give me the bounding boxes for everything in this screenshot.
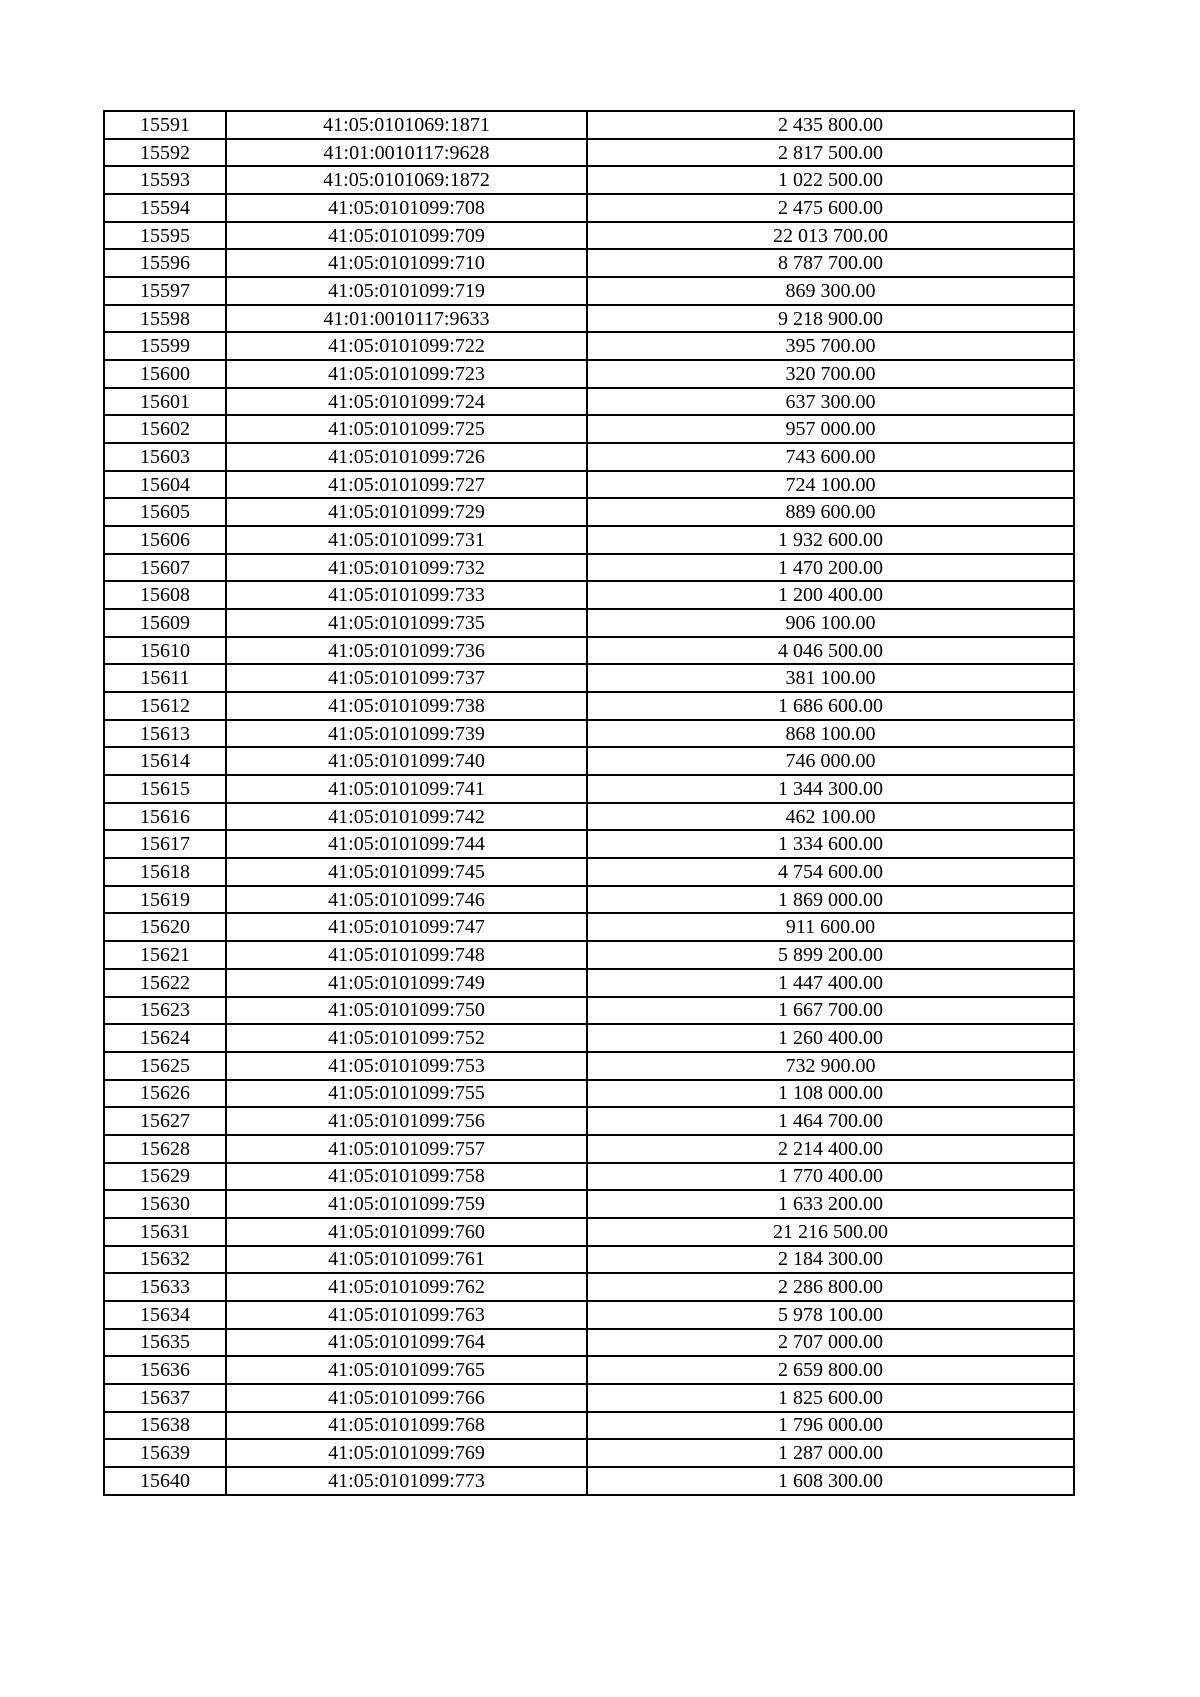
cadastral-number-cell: 41:05:0101099:766 xyxy=(226,1384,587,1412)
cadastral-value-cell: 1 022 500.00 xyxy=(587,166,1074,194)
cadastral-value-cell: 2 286 800.00 xyxy=(587,1273,1074,1301)
row-number-cell: 15604 xyxy=(104,471,226,499)
row-number-cell: 15635 xyxy=(104,1329,226,1357)
cadastral-value-cell: 2 214 400.00 xyxy=(587,1135,1074,1163)
row-number-cell: 15637 xyxy=(104,1384,226,1412)
cadastral-number-cell: 41:05:0101069:1872 xyxy=(226,166,587,194)
row-number-cell: 15618 xyxy=(104,858,226,886)
cadastral-number-cell: 41:05:0101099:750 xyxy=(226,997,587,1025)
table-row xyxy=(104,969,1074,997)
cadastral-value-cell: 746 000.00 xyxy=(587,747,1074,775)
row-number-cell: 15630 xyxy=(104,1190,226,1218)
row-number-cell: 15595 xyxy=(104,222,226,250)
cadastral-value-cell: 2 707 000.00 xyxy=(587,1329,1074,1357)
row-number-cell: 15594 xyxy=(104,194,226,222)
row-number-cell: 15613 xyxy=(104,720,226,748)
cadastral-number-cell: 41:05:0101099:742 xyxy=(226,803,587,831)
cadastral-value-cell: 911 600.00 xyxy=(587,913,1074,941)
row-number-cell: 15640 xyxy=(104,1467,226,1495)
row-number-cell: 15599 xyxy=(104,332,226,360)
table-row xyxy=(104,803,1074,831)
table-row xyxy=(104,166,1074,194)
table-row xyxy=(104,222,1074,250)
table-row xyxy=(104,415,1074,443)
cadastral-number-cell: 41:05:0101099:723 xyxy=(226,360,587,388)
cadastral-number-cell: 41:05:0101099:709 xyxy=(226,222,587,250)
cadastral-number-cell: 41:05:0101099:749 xyxy=(226,969,587,997)
table-row xyxy=(104,1439,1074,1467)
row-number-cell: 15626 xyxy=(104,1080,226,1108)
row-number-cell: 15621 xyxy=(104,941,226,969)
row-number-cell: 15591 xyxy=(104,111,226,139)
cadastral-value-cell: 2 817 500.00 xyxy=(587,139,1074,167)
cadastral-number-cell: 41:05:0101099:755 xyxy=(226,1080,587,1108)
table-row xyxy=(104,139,1074,167)
cadastral-value-cell: 1 344 300.00 xyxy=(587,775,1074,803)
cadastral-value-cell: 1 287 000.00 xyxy=(587,1439,1074,1467)
cadastral-number-cell: 41:05:0101099:732 xyxy=(226,554,587,582)
table-row xyxy=(104,249,1074,277)
row-number-cell: 15627 xyxy=(104,1107,226,1135)
cadastral-number-cell: 41:05:0101099:756 xyxy=(226,1107,587,1135)
cadastral-number-cell: 41:05:0101099:719 xyxy=(226,277,587,305)
table-row xyxy=(104,388,1074,416)
row-number-cell: 15605 xyxy=(104,498,226,526)
table-row xyxy=(104,775,1074,803)
row-number-cell: 15638 xyxy=(104,1412,226,1440)
cadastral-number-cell: 41:05:0101099:764 xyxy=(226,1329,587,1357)
table-row xyxy=(104,1329,1074,1357)
cadastral-value-cell: 1 869 000.00 xyxy=(587,886,1074,914)
cadastral-number-cell: 41:05:0101099:759 xyxy=(226,1190,587,1218)
row-number-cell: 15603 xyxy=(104,443,226,471)
cadastral-value-cell: 1 108 000.00 xyxy=(587,1080,1074,1108)
cadastral-value-cell: 2 184 300.00 xyxy=(587,1246,1074,1274)
cadastral-number-cell: 41:05:0101099:757 xyxy=(226,1135,587,1163)
table-row xyxy=(104,1273,1074,1301)
table-row xyxy=(104,1190,1074,1218)
cadastral-value-cell: 2 659 800.00 xyxy=(587,1356,1074,1384)
cadastral-number-cell: 41:01:0010117:9633 xyxy=(226,305,587,333)
cadastral-number-cell: 41:05:0101099:724 xyxy=(226,388,587,416)
cadastral-value-cell: 395 700.00 xyxy=(587,332,1074,360)
cadastral-number-cell: 41:05:0101099:741 xyxy=(226,775,587,803)
table-row xyxy=(104,747,1074,775)
cadastral-number-cell: 41:05:0101099:740 xyxy=(226,747,587,775)
table-row xyxy=(104,581,1074,609)
cadastral-value-cell: 724 100.00 xyxy=(587,471,1074,499)
row-number-cell: 15631 xyxy=(104,1218,226,1246)
cadastral-number-cell: 41:05:0101099:773 xyxy=(226,1467,587,1495)
table-row xyxy=(104,858,1074,886)
cadastral-number-cell: 41:05:0101099:753 xyxy=(226,1052,587,1080)
table-row xyxy=(104,443,1074,471)
cadastral-value-cell: 22 013 700.00 xyxy=(587,222,1074,250)
table-row xyxy=(104,277,1074,305)
cadastral-number-cell: 41:05:0101069:1871 xyxy=(226,111,587,139)
cadastral-number-cell: 41:05:0101099:748 xyxy=(226,941,587,969)
cadastral-value-cell: 1 334 600.00 xyxy=(587,830,1074,858)
table-row xyxy=(104,720,1074,748)
cadastral-number-cell: 41:05:0101099:733 xyxy=(226,581,587,609)
row-number-cell: 15601 xyxy=(104,388,226,416)
row-number-cell: 15617 xyxy=(104,830,226,858)
cadastral-value-cell: 1 825 600.00 xyxy=(587,1384,1074,1412)
row-number-cell: 15602 xyxy=(104,415,226,443)
cadastral-value-table xyxy=(103,110,1075,1496)
cadastral-value-cell: 1 470 200.00 xyxy=(587,554,1074,582)
cadastral-value-cell: 1 260 400.00 xyxy=(587,1024,1074,1052)
cadastral-number-cell: 41:05:0101099:727 xyxy=(226,471,587,499)
cadastral-number-cell: 41:05:0101099:729 xyxy=(226,498,587,526)
cadastral-number-cell: 41:05:0101099:725 xyxy=(226,415,587,443)
cadastral-number-cell: 41:05:0101099:745 xyxy=(226,858,587,886)
table-row xyxy=(104,332,1074,360)
row-number-cell: 15625 xyxy=(104,1052,226,1080)
row-number-cell: 15614 xyxy=(104,747,226,775)
table-row xyxy=(104,692,1074,720)
cadastral-number-cell: 41:05:0101099:722 xyxy=(226,332,587,360)
table-row xyxy=(104,471,1074,499)
table-row xyxy=(104,194,1074,222)
cadastral-number-cell: 41:05:0101099:737 xyxy=(226,664,587,692)
cadastral-number-cell: 41:05:0101099:747 xyxy=(226,913,587,941)
cadastral-value-cell: 1 447 400.00 xyxy=(587,969,1074,997)
cadastral-number-cell: 41:05:0101099:735 xyxy=(226,609,587,637)
cadastral-number-cell: 41:05:0101099:738 xyxy=(226,692,587,720)
table-row xyxy=(104,1163,1074,1191)
cadastral-number-cell: 41:05:0101099:758 xyxy=(226,1163,587,1191)
cadastral-number-cell: 41:05:0101099:763 xyxy=(226,1301,587,1329)
cadastral-number-cell: 41:05:0101099:726 xyxy=(226,443,587,471)
cadastral-value-cell: 743 600.00 xyxy=(587,443,1074,471)
cadastral-number-cell: 41:05:0101099:761 xyxy=(226,1246,587,1274)
cadastral-value-cell: 868 100.00 xyxy=(587,720,1074,748)
row-number-cell: 15608 xyxy=(104,581,226,609)
cadastral-value-cell: 1 796 000.00 xyxy=(587,1412,1074,1440)
row-number-cell: 15611 xyxy=(104,664,226,692)
row-number-cell: 15634 xyxy=(104,1301,226,1329)
cadastral-value-cell: 5 899 200.00 xyxy=(587,941,1074,969)
cadastral-value-cell: 957 000.00 xyxy=(587,415,1074,443)
row-number-cell: 15606 xyxy=(104,526,226,554)
cadastral-number-cell: 41:05:0101099:739 xyxy=(226,720,587,748)
row-number-cell: 15592 xyxy=(104,139,226,167)
cadastral-value-cell: 869 300.00 xyxy=(587,277,1074,305)
table-row xyxy=(104,941,1074,969)
table-body xyxy=(104,111,1074,1495)
cadastral-number-cell: 41:05:0101099:768 xyxy=(226,1412,587,1440)
row-number-cell: 15607 xyxy=(104,554,226,582)
cadastral-value-cell: 1 633 200.00 xyxy=(587,1190,1074,1218)
row-number-cell: 15619 xyxy=(104,886,226,914)
cadastral-number-cell: 41:05:0101099:752 xyxy=(226,1024,587,1052)
cadastral-number-cell: 41:05:0101099:744 xyxy=(226,830,587,858)
cadastral-number-cell: 41:05:0101099:731 xyxy=(226,526,587,554)
table-row xyxy=(104,111,1074,139)
cadastral-value-cell: 1 464 700.00 xyxy=(587,1107,1074,1135)
table-row xyxy=(104,1107,1074,1135)
table-row xyxy=(104,554,1074,582)
table-row xyxy=(104,1412,1074,1440)
cadastral-number-cell: 41:05:0101099:710 xyxy=(226,249,587,277)
table-row xyxy=(104,997,1074,1025)
cadastral-number-cell: 41:05:0101099:769 xyxy=(226,1439,587,1467)
cadastral-value-cell: 2 435 800.00 xyxy=(587,111,1074,139)
table-row xyxy=(104,498,1074,526)
table-row xyxy=(104,609,1074,637)
row-number-cell: 15622 xyxy=(104,969,226,997)
table-row xyxy=(104,1080,1074,1108)
table-row xyxy=(104,664,1074,692)
row-number-cell: 15632 xyxy=(104,1246,226,1274)
table-row xyxy=(104,526,1074,554)
row-number-cell: 15636 xyxy=(104,1356,226,1384)
cadastral-value-cell: 320 700.00 xyxy=(587,360,1074,388)
cadastral-value-cell: 889 600.00 xyxy=(587,498,1074,526)
cadastral-value-cell: 1 608 300.00 xyxy=(587,1467,1074,1495)
cadastral-value-cell: 8 787 700.00 xyxy=(587,249,1074,277)
table-row xyxy=(104,1301,1074,1329)
row-number-cell: 15596 xyxy=(104,249,226,277)
row-number-cell: 15593 xyxy=(104,166,226,194)
cadastral-value-cell: 2 475 600.00 xyxy=(587,194,1074,222)
row-number-cell: 15615 xyxy=(104,775,226,803)
row-number-cell: 15639 xyxy=(104,1439,226,1467)
row-number-cell: 15616 xyxy=(104,803,226,831)
row-number-cell: 15612 xyxy=(104,692,226,720)
cadastral-value-cell: 637 300.00 xyxy=(587,388,1074,416)
table-row xyxy=(104,1024,1074,1052)
cadastral-value-cell: 1 200 400.00 xyxy=(587,581,1074,609)
cadastral-number-cell: 41:05:0101099:746 xyxy=(226,886,587,914)
table-row xyxy=(104,1356,1074,1384)
cadastral-number-cell: 41:05:0101099:760 xyxy=(226,1218,587,1246)
row-number-cell: 15610 xyxy=(104,637,226,665)
table-row xyxy=(104,830,1074,858)
cadastral-number-cell: 41:05:0101099:736 xyxy=(226,637,587,665)
row-number-cell: 15623 xyxy=(104,997,226,1025)
row-number-cell: 15620 xyxy=(104,913,226,941)
cadastral-number-cell: 41:01:0010117:9628 xyxy=(226,139,587,167)
table-row xyxy=(104,1467,1074,1495)
cadastral-value-cell: 21 216 500.00 xyxy=(587,1218,1074,1246)
table-row xyxy=(104,913,1074,941)
row-number-cell: 15628 xyxy=(104,1135,226,1163)
table-row xyxy=(104,637,1074,665)
table-row xyxy=(104,886,1074,914)
row-number-cell: 15600 xyxy=(104,360,226,388)
cadastral-number-cell: 41:05:0101099:765 xyxy=(226,1356,587,1384)
cadastral-value-cell: 1 686 600.00 xyxy=(587,692,1074,720)
cadastral-value-cell: 906 100.00 xyxy=(587,609,1074,637)
cadastral-number-cell: 41:05:0101099:708 xyxy=(226,194,587,222)
cadastral-value-cell: 5 978 100.00 xyxy=(587,1301,1074,1329)
cadastral-value-cell: 1 932 600.00 xyxy=(587,526,1074,554)
table-row xyxy=(104,360,1074,388)
row-number-cell: 15597 xyxy=(104,277,226,305)
table-row xyxy=(104,1052,1074,1080)
cadastral-value-cell: 1 667 700.00 xyxy=(587,997,1074,1025)
row-number-cell: 15633 xyxy=(104,1273,226,1301)
cadastral-value-cell: 4 754 600.00 xyxy=(587,858,1074,886)
cadastral-value-cell: 4 046 500.00 xyxy=(587,637,1074,665)
table-row xyxy=(104,1246,1074,1274)
table-row xyxy=(104,1135,1074,1163)
cadastral-value-cell: 732 900.00 xyxy=(587,1052,1074,1080)
row-number-cell: 15609 xyxy=(104,609,226,637)
row-number-cell: 15629 xyxy=(104,1163,226,1191)
table-row xyxy=(104,1384,1074,1412)
cadastral-value-cell: 381 100.00 xyxy=(587,664,1074,692)
cadastral-value-cell: 1 770 400.00 xyxy=(587,1163,1074,1191)
table-row xyxy=(104,305,1074,333)
row-number-cell: 15598 xyxy=(104,305,226,333)
cadastral-number-cell: 41:05:0101099:762 xyxy=(226,1273,587,1301)
table-row xyxy=(104,1218,1074,1246)
cadastral-value-cell: 9 218 900.00 xyxy=(587,305,1074,333)
row-number-cell: 15624 xyxy=(104,1024,226,1052)
cadastral-value-cell: 462 100.00 xyxy=(587,803,1074,831)
